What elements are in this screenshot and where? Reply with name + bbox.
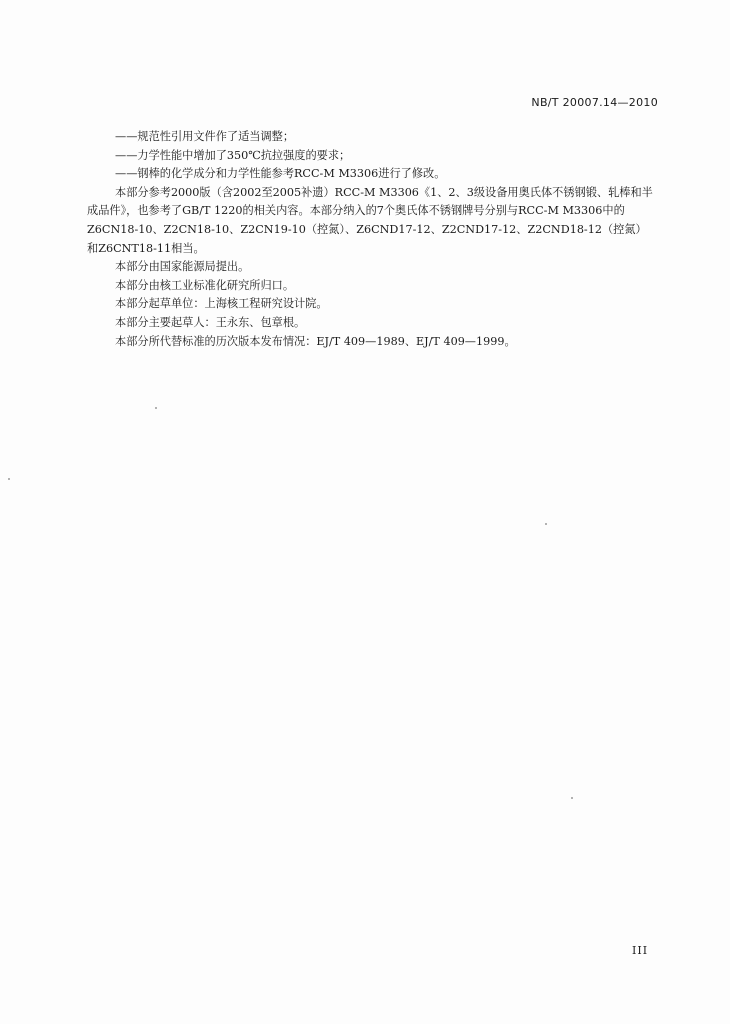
foreword-body <box>87 128 657 351</box>
standard-code: NB/T 20007.14—2010 <box>531 96 658 109</box>
proposed-by-paragraph: 本部分由国家能源局提出。 <box>115 260 250 274</box>
history-paragraph: 本部分所代替标准的历次版本发布情况：EJ/T 409—1989、EJ/T 409—1999。 <box>115 334 516 348</box>
page-number: III <box>632 944 649 957</box>
reference-paragraph: 本部分参考2000版（含2002至2005补遗）RCC-M M3306《1、2、3级设备用奥氏体不锈钢锻、轧棒和半成品件》，也参考了GB/T 1220的相关内容。本部分纳入的7个奥氏体不锈钢牌号分别与RCC-M M3306中的Z6CN18-10、Z2CN18-10、Z2CN19-10（控氮）、Z6CND17-12、Z2CND17-12、Z2CND18-12（控氮）和Z6CNT18-11相当。 <box>87 185 653 255</box>
scan-speck <box>155 407 157 409</box>
managed-by-paragraph: 本部分由核工业标准化研究所归口。 <box>115 278 295 292</box>
dash-item-chemical-composition: ——钢棒的化学成分和力学性能参考RCC-M M3306进行了修改。 <box>115 167 446 181</box>
scan-speck <box>571 797 573 799</box>
dash-item-normative-references: ——规范性引用文件作了适当调整； <box>115 130 295 143</box>
drafters-paragraph: 本部分主要起草人：王永东、包章根。 <box>115 315 306 329</box>
dash-item-tensile-strength: ——力学性能中增加了350℃抗拉强度的要求； <box>115 148 351 162</box>
scan-speck <box>545 523 547 525</box>
drafting-unit-paragraph: 本部分起草单位：上海核工程研究设计院。 <box>115 297 328 311</box>
scan-speck <box>8 478 10 480</box>
